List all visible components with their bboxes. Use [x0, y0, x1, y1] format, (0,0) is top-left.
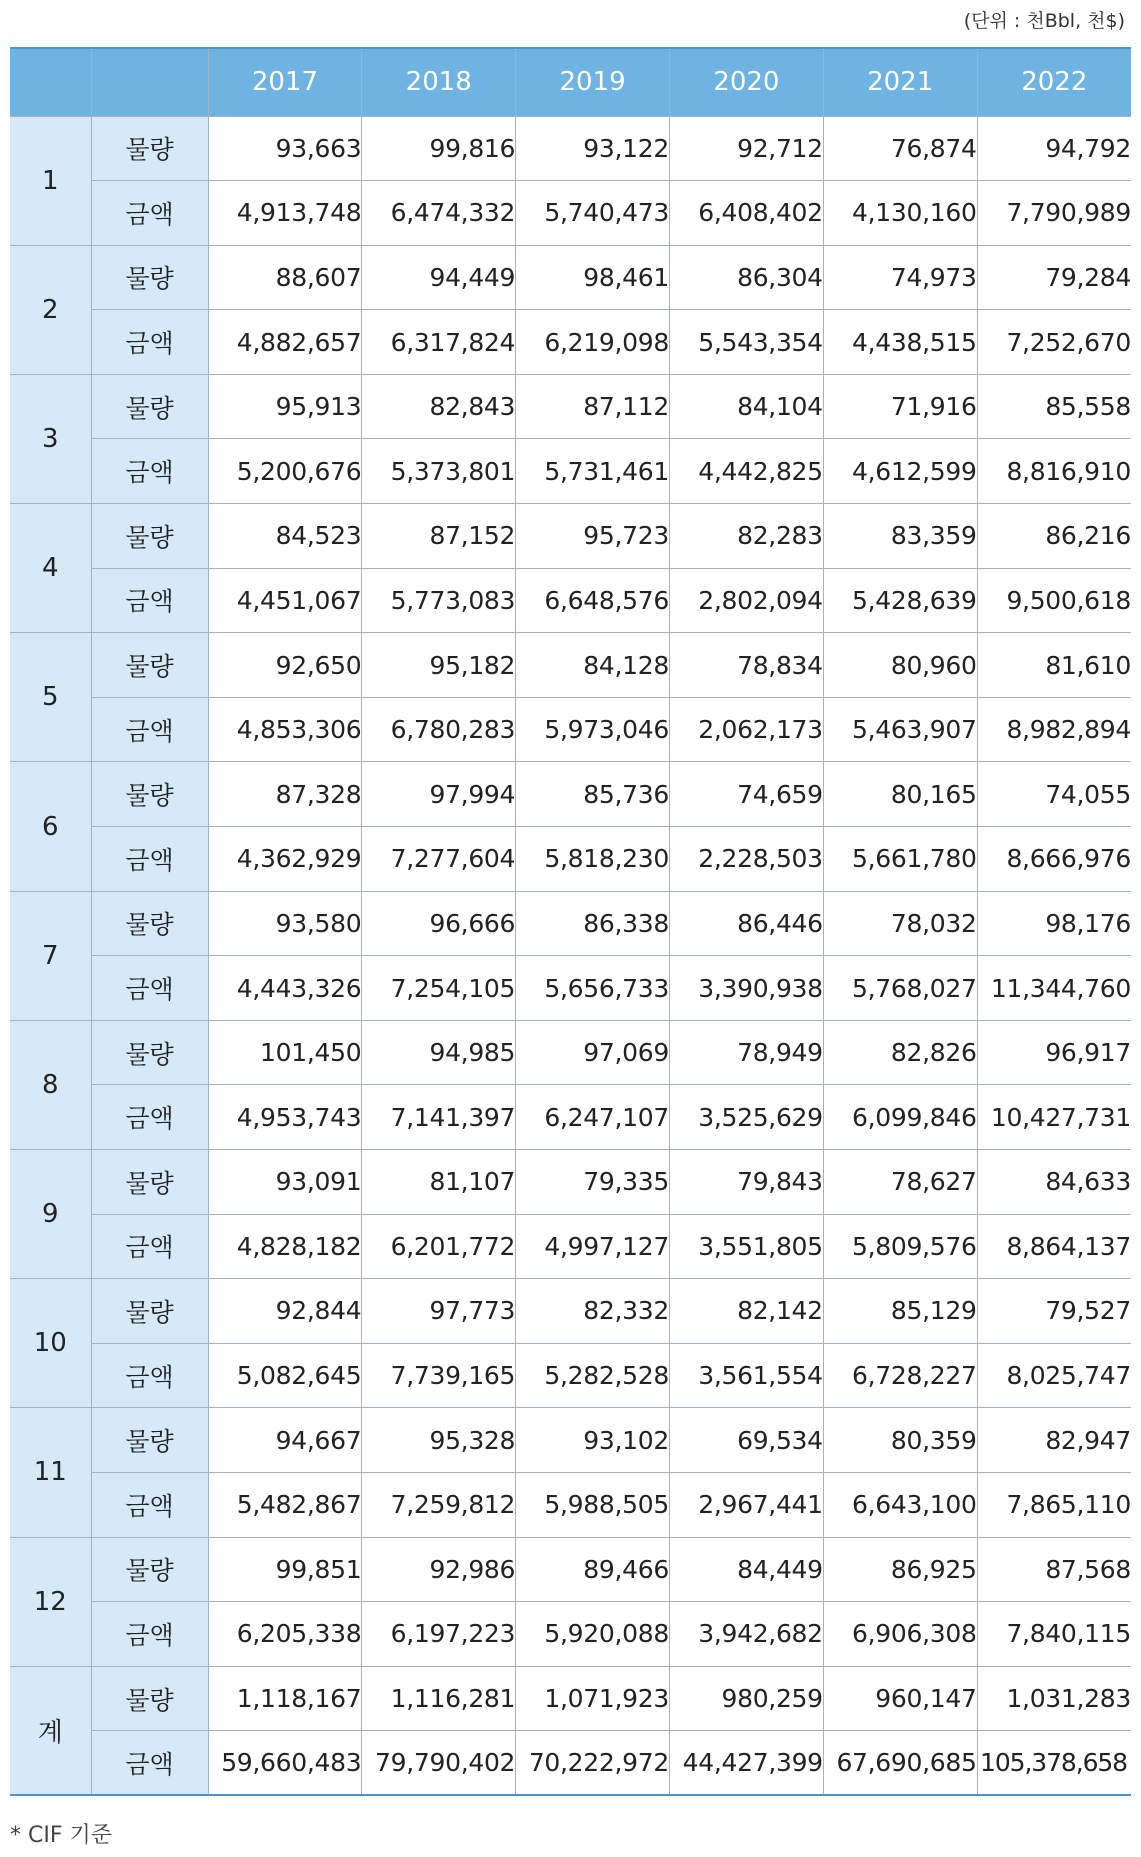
row-month-label: 계	[10, 1666, 91, 1795]
table-row	[10, 956, 1131, 1021]
value-cell: 1,118,167	[208, 1666, 362, 1731]
table-row	[10, 310, 1131, 375]
value-cell: 86,925	[823, 1537, 977, 1602]
value-cell: 2,967,441	[669, 1472, 823, 1537]
row-kind-label: 금액	[91, 956, 208, 1021]
row-kind-label: 금액	[91, 1472, 208, 1537]
value-cell: 101,450	[208, 1020, 362, 1085]
table-row	[10, 697, 1131, 762]
value-cell: 6,474,332	[362, 181, 516, 246]
value-cell: 5,740,473	[516, 181, 670, 246]
value-cell: 85,558	[977, 374, 1131, 439]
row-kind-label: 물량	[91, 504, 208, 569]
row-month-label: 11	[10, 1408, 91, 1537]
value-cell: 5,482,867	[208, 1472, 362, 1537]
value-cell: 4,130,160	[823, 181, 977, 246]
value-cell: 93,663	[208, 116, 362, 181]
value-cell: 7,259,812	[362, 1472, 516, 1537]
value-cell: 2,802,094	[669, 568, 823, 633]
value-cell: 11,344,760	[977, 956, 1131, 1021]
value-cell: 7,254,105	[362, 956, 516, 1021]
row-kind-label: 물량	[91, 1020, 208, 1085]
row-kind-label: 금액	[91, 310, 208, 375]
value-cell: 6,648,576	[516, 568, 670, 633]
table-header	[10, 48, 1131, 116]
value-cell: 980,259	[669, 1666, 823, 1731]
row-kind-label: 금액	[91, 181, 208, 246]
table-row	[10, 245, 1131, 310]
value-cell: 92,986	[362, 1537, 516, 1602]
table-row	[10, 504, 1131, 569]
value-cell: 3,390,938	[669, 956, 823, 1021]
table-row	[10, 1666, 1131, 1731]
value-cell: 84,128	[516, 633, 670, 698]
value-cell: 7,790,989	[977, 181, 1131, 246]
value-cell: 92,712	[669, 116, 823, 181]
value-cell: 93,102	[516, 1408, 670, 1473]
value-cell: 83,359	[823, 504, 977, 569]
value-cell: 59,660,483	[208, 1731, 362, 1796]
value-cell: 80,359	[823, 1408, 977, 1473]
row-month-label: 5	[10, 633, 91, 762]
value-cell: 4,443,326	[208, 956, 362, 1021]
value-cell: 92,844	[208, 1279, 362, 1344]
value-cell: 4,451,067	[208, 568, 362, 633]
table-row	[10, 1279, 1131, 1344]
value-cell: 84,633	[977, 1150, 1131, 1215]
row-kind-label: 물량	[91, 891, 208, 956]
value-cell: 6,247,107	[516, 1085, 670, 1150]
value-cell: 84,104	[669, 374, 823, 439]
value-cell: 97,773	[362, 1279, 516, 1344]
row-kind-label: 물량	[91, 374, 208, 439]
value-cell: 44,427,399	[669, 1731, 823, 1796]
value-cell: 86,216	[977, 504, 1131, 569]
value-cell: 95,913	[208, 374, 362, 439]
value-cell: 1,071,923	[516, 1666, 670, 1731]
value-cell: 4,438,515	[823, 310, 977, 375]
table-row	[10, 762, 1131, 827]
value-cell: 76,874	[823, 116, 977, 181]
value-cell: 5,731,461	[516, 439, 670, 504]
value-cell: 70,222,972	[516, 1731, 670, 1796]
value-cell: 5,373,801	[362, 439, 516, 504]
value-cell: 4,913,748	[208, 181, 362, 246]
row-kind-label: 물량	[91, 1666, 208, 1731]
row-kind-label: 금액	[91, 1085, 208, 1150]
value-cell: 2,228,503	[669, 827, 823, 892]
value-cell: 5,082,645	[208, 1343, 362, 1408]
value-cell: 6,643,100	[823, 1472, 977, 1537]
value-cell: 85,129	[823, 1279, 977, 1344]
row-kind-label: 물량	[91, 762, 208, 827]
value-cell: 84,523	[208, 504, 362, 569]
table-row	[10, 1020, 1131, 1085]
value-cell: 81,107	[362, 1150, 516, 1215]
unit-note: (단위 : 천Bbl, 천$)	[963, 10, 1125, 32]
value-cell: 5,818,230	[516, 827, 670, 892]
table-row	[10, 568, 1131, 633]
row-kind-label: 물량	[91, 1537, 208, 1602]
value-cell: 1,031,283	[977, 1666, 1131, 1731]
value-cell: 67,690,685	[823, 1731, 977, 1796]
value-cell: 80,960	[823, 633, 977, 698]
row-kind-label: 물량	[91, 245, 208, 310]
value-cell: 82,332	[516, 1279, 670, 1344]
value-cell: 79,284	[977, 245, 1131, 310]
value-cell: 4,828,182	[208, 1214, 362, 1279]
value-cell: 8,864,137	[977, 1214, 1131, 1279]
value-cell: 71,916	[823, 374, 977, 439]
value-cell: 5,809,576	[823, 1214, 977, 1279]
table-row	[10, 1214, 1131, 1279]
row-month-label: 9	[10, 1150, 91, 1279]
value-cell: 79,335	[516, 1150, 670, 1215]
value-cell: 94,792	[977, 116, 1131, 181]
value-cell: 6,219,098	[516, 310, 670, 375]
row-kind-label: 금액	[91, 1214, 208, 1279]
value-cell: 69,534	[669, 1408, 823, 1473]
value-cell: 4,953,743	[208, 1085, 362, 1150]
value-cell: 98,176	[977, 891, 1131, 956]
value-cell: 82,843	[362, 374, 516, 439]
row-kind-label: 금액	[91, 1343, 208, 1408]
value-cell: 5,428,639	[823, 568, 977, 633]
value-cell: 85,736	[516, 762, 670, 827]
row-kind-label: 금액	[91, 827, 208, 892]
value-cell: 6,205,338	[208, 1602, 362, 1667]
value-cell: 5,661,780	[823, 827, 977, 892]
table-row	[10, 1472, 1131, 1537]
value-cell: 82,826	[823, 1020, 977, 1085]
value-cell: 4,362,929	[208, 827, 362, 892]
header-year-2021: 2021	[823, 48, 977, 116]
value-cell: 78,032	[823, 891, 977, 956]
value-cell: 87,568	[977, 1537, 1131, 1602]
value-cell: 87,328	[208, 762, 362, 827]
value-cell: 6,201,772	[362, 1214, 516, 1279]
value-cell: 2,062,173	[669, 697, 823, 762]
value-cell: 7,865,110	[977, 1472, 1131, 1537]
value-cell: 86,304	[669, 245, 823, 310]
row-month-label: 12	[10, 1537, 91, 1666]
row-month-label: 7	[10, 891, 91, 1020]
table-row	[10, 1537, 1131, 1602]
value-cell: 82,142	[669, 1279, 823, 1344]
value-cell: 6,408,402	[669, 181, 823, 246]
header-year-2018: 2018	[362, 48, 516, 116]
table-row	[10, 439, 1131, 504]
value-cell: 93,122	[516, 116, 670, 181]
row-month-label: 1	[10, 116, 91, 245]
value-cell: 84,449	[669, 1537, 823, 1602]
footnote: * CIF 기준	[10, 1823, 112, 1848]
value-cell: 8,816,910	[977, 439, 1131, 504]
table-row	[10, 1408, 1131, 1473]
table-row	[10, 374, 1131, 439]
value-cell: 98,461	[516, 245, 670, 310]
table-row	[10, 1731, 1131, 1796]
table-row	[10, 891, 1131, 956]
value-cell: 96,666	[362, 891, 516, 956]
row-kind-label: 금액	[91, 697, 208, 762]
value-cell: 94,667	[208, 1408, 362, 1473]
value-cell: 10,427,731	[977, 1085, 1131, 1150]
value-cell: 74,973	[823, 245, 977, 310]
value-cell: 93,091	[208, 1150, 362, 1215]
value-cell: 88,607	[208, 245, 362, 310]
value-cell: 97,994	[362, 762, 516, 827]
table-row	[10, 1085, 1131, 1150]
value-cell: 5,200,676	[208, 439, 362, 504]
value-cell: 5,656,733	[516, 956, 670, 1021]
value-cell: 96,917	[977, 1020, 1131, 1085]
header-year-2020: 2020	[669, 48, 823, 116]
value-cell: 5,773,083	[362, 568, 516, 633]
value-cell: 5,920,088	[516, 1602, 670, 1667]
header-row	[10, 48, 1131, 116]
value-cell: 6,780,283	[362, 697, 516, 762]
value-cell: 5,282,528	[516, 1343, 670, 1408]
value-cell: 7,739,165	[362, 1343, 516, 1408]
value-cell: 81,610	[977, 633, 1131, 698]
value-cell: 7,277,604	[362, 827, 516, 892]
row-kind-label: 금액	[91, 1731, 208, 1796]
import-table	[10, 47, 1131, 1796]
row-kind-label: 금액	[91, 568, 208, 633]
value-cell: 4,442,825	[669, 439, 823, 504]
value-cell: 6,906,308	[823, 1602, 977, 1667]
value-cell: 5,543,354	[669, 310, 823, 375]
row-kind-label: 금액	[91, 1602, 208, 1667]
value-cell: 78,627	[823, 1150, 977, 1215]
value-cell: 7,252,670	[977, 310, 1131, 375]
value-cell: 3,551,805	[669, 1214, 823, 1279]
header-kind-cell	[91, 48, 208, 116]
value-cell: 4,882,657	[208, 310, 362, 375]
value-cell: 82,947	[977, 1408, 1131, 1473]
value-cell: 87,152	[362, 504, 516, 569]
value-cell: 74,055	[977, 762, 1131, 827]
table-row	[10, 181, 1131, 246]
row-month-label: 2	[10, 245, 91, 374]
value-cell: 8,982,894	[977, 697, 1131, 762]
table-row	[10, 1343, 1131, 1408]
header-month-cell	[10, 48, 91, 116]
value-cell: 86,446	[669, 891, 823, 956]
value-cell: 78,834	[669, 633, 823, 698]
value-cell: 97,069	[516, 1020, 670, 1085]
value-cell: 80,165	[823, 762, 977, 827]
value-cell: 79,843	[669, 1150, 823, 1215]
table-row	[10, 827, 1131, 892]
row-month-label: 3	[10, 374, 91, 503]
value-cell: 99,851	[208, 1537, 362, 1602]
value-cell: 8,025,747	[977, 1343, 1131, 1408]
value-cell: 6,317,824	[362, 310, 516, 375]
value-cell: 4,997,127	[516, 1214, 670, 1279]
row-month-label: 6	[10, 762, 91, 891]
value-cell: 79,790,402	[362, 1731, 516, 1796]
value-cell: 95,182	[362, 633, 516, 698]
value-cell: 95,723	[516, 504, 670, 569]
value-cell: 1,116,281	[362, 1666, 516, 1731]
value-cell: 6,197,223	[362, 1602, 516, 1667]
header-year-2017: 2017	[208, 48, 362, 116]
value-cell: 4,853,306	[208, 697, 362, 762]
value-cell: 5,988,505	[516, 1472, 670, 1537]
table-row	[10, 1602, 1131, 1667]
row-kind-label: 물량	[91, 633, 208, 698]
row-kind-label: 물량	[91, 1279, 208, 1344]
value-cell: 6,099,846	[823, 1085, 977, 1150]
value-cell: 79,527	[977, 1279, 1131, 1344]
value-cell: 82,283	[669, 504, 823, 569]
table-body	[10, 116, 1131, 1795]
row-month-label: 10	[10, 1279, 91, 1408]
value-cell: 8,666,976	[977, 827, 1131, 892]
row-kind-label: 물량	[91, 1408, 208, 1473]
value-cell: 3,561,554	[669, 1343, 823, 1408]
value-cell: 5,463,907	[823, 697, 977, 762]
table-row	[10, 116, 1131, 181]
value-cell: 99,816	[362, 116, 516, 181]
header-year-2022: 2022	[977, 48, 1131, 116]
header-year-2019: 2019	[516, 48, 670, 116]
value-cell: 4,612,599	[823, 439, 977, 504]
row-month-label: 8	[10, 1020, 91, 1149]
row-kind-label: 금액	[91, 439, 208, 504]
row-month-label: 4	[10, 504, 91, 633]
value-cell: 6,728,227	[823, 1343, 977, 1408]
value-cell: 94,985	[362, 1020, 516, 1085]
value-cell: 74,659	[669, 762, 823, 827]
value-cell: 3,525,629	[669, 1085, 823, 1150]
value-cell: 78,949	[669, 1020, 823, 1085]
value-cell: 3,942,682	[669, 1602, 823, 1667]
value-cell: 89,466	[516, 1537, 670, 1602]
value-cell: 5,973,046	[516, 697, 670, 762]
value-cell: 86,338	[516, 891, 670, 956]
value-cell: 105,378,658	[977, 1731, 1131, 1796]
value-cell: 92,650	[208, 633, 362, 698]
value-cell: 93,580	[208, 891, 362, 956]
table-row	[10, 1150, 1131, 1215]
table-row	[10, 633, 1131, 698]
value-cell: 95,328	[362, 1408, 516, 1473]
value-cell: 9,500,618	[977, 568, 1131, 633]
value-cell: 94,449	[362, 245, 516, 310]
value-cell: 7,840,115	[977, 1602, 1131, 1667]
value-cell: 7,141,397	[362, 1085, 516, 1150]
row-kind-label: 물량	[91, 116, 208, 181]
value-cell: 5,768,027	[823, 956, 977, 1021]
value-cell: 960,147	[823, 1666, 977, 1731]
row-kind-label: 물량	[91, 1150, 208, 1215]
value-cell: 87,112	[516, 374, 670, 439]
